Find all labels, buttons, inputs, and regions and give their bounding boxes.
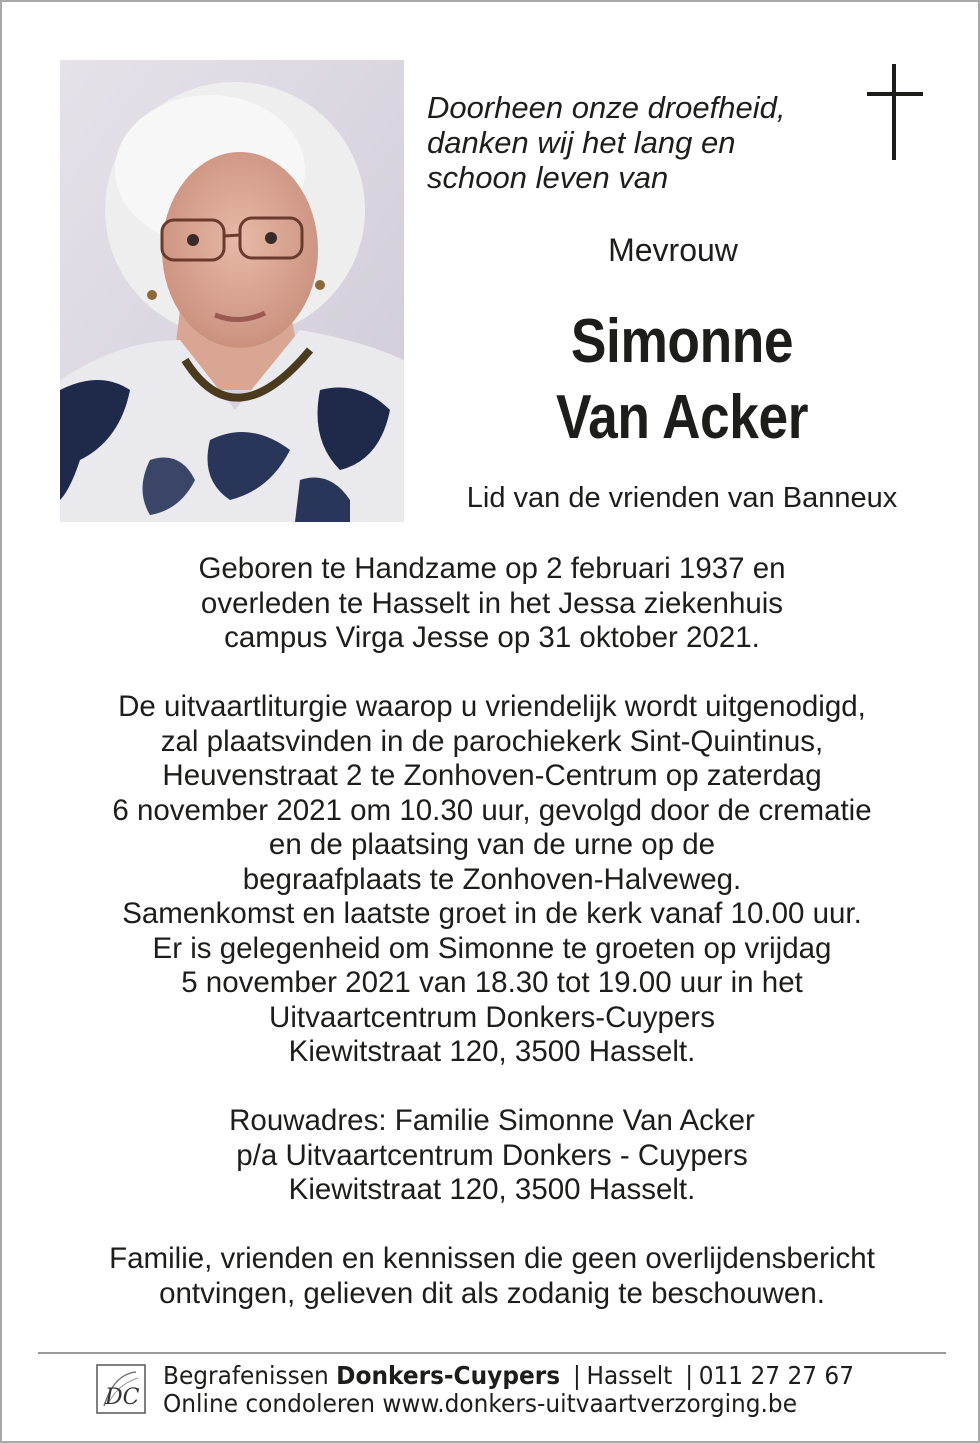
funeral-paragraph bbox=[42, 690, 942, 1070]
text-line: p/a Uitvaartcentrum Donkers - Cuypers bbox=[236, 1138, 748, 1172]
portrait-photo bbox=[60, 60, 404, 522]
text-line: De uitvaartliturgie waarop u vriendelijk wordt uitgenodigd, bbox=[118, 690, 866, 723]
intro-text bbox=[427, 90, 827, 195]
separator: | bbox=[685, 1361, 694, 1390]
footer-line-2 bbox=[163, 1390, 854, 1418]
honorific: Mevrouw bbox=[608, 232, 738, 268]
membership-line: Lid van de vrienden van Banneux bbox=[466, 482, 898, 514]
text-line: Familie, vrienden en kennissen die geen overlijdensbericht bbox=[109, 1242, 875, 1275]
text-line: zal plaatsvinden in de parochiekerk Sint-Quintinus, bbox=[160, 724, 824, 758]
obituary-body bbox=[42, 552, 942, 1311]
logo-text: DC bbox=[105, 1385, 140, 1410]
text-line: 5 november 2021 van 18.30 tot 19.00 uur in het bbox=[181, 966, 803, 999]
text-line: overleden te Hasselt in het Jessa ziekenhuis bbox=[200, 586, 784, 620]
condolence-prefix: Online condoleren bbox=[163, 1389, 375, 1418]
text-line: 6 november 2021 om 10.30 uur, gevolgd door de crematie bbox=[112, 793, 872, 827]
text-line: campus Virga Jesse op 31 oktober 2021. bbox=[224, 621, 760, 654]
portrait-image bbox=[60, 60, 404, 522]
footer-text bbox=[163, 1362, 854, 1418]
text-line: Heuvenstraat 2 te Zonhoven-Centrum op zaterdag bbox=[162, 759, 822, 792]
text-line: Samenkomst en laatste groet in de kerk vanaf 10.00 uur. bbox=[122, 897, 862, 930]
text-line: Geboren te Handzame op 2 februari 1937 en bbox=[198, 552, 786, 585]
footer-prefix: Begrafenissen bbox=[163, 1361, 329, 1390]
intro-line: schoon leven van bbox=[427, 160, 669, 195]
company-name: Donkers-Cuypers bbox=[336, 1361, 561, 1390]
text-line: en de plaatsing van de urne op de bbox=[268, 828, 716, 861]
birth-death-paragraph bbox=[42, 552, 942, 656]
text-line: Er is gelegenheid om Simonne te groeten op vrijdag bbox=[152, 931, 832, 965]
text-line: begraafplaats te Zonhoven-Halveweg. bbox=[242, 862, 742, 896]
footer-divider bbox=[38, 1352, 946, 1354]
separator: | bbox=[573, 1361, 581, 1390]
last-name: Van Acker bbox=[555, 383, 809, 452]
text-line: Rouwadres: Familie Simonne Van Acker bbox=[229, 1104, 755, 1137]
intro-line: danken wij het lang en bbox=[427, 125, 736, 160]
deceased-name bbox=[467, 304, 897, 456]
text-line: ontvingen, gelieven dit als zodanig te beschouwen. bbox=[159, 1276, 825, 1310]
dc-logo-icon bbox=[96, 1364, 146, 1414]
company-city: Hasselt bbox=[586, 1361, 673, 1390]
address-paragraph bbox=[42, 1104, 942, 1208]
footer bbox=[96, 1362, 946, 1422]
website-link[interactable]: www.donkers-uitvaartverzorging.be bbox=[382, 1389, 797, 1418]
cross-icon bbox=[864, 64, 928, 164]
first-name: Simonne bbox=[570, 307, 794, 376]
closing-paragraph bbox=[42, 1242, 942, 1311]
text-line: Kiewitstraat 120, 3500 Hasselt. bbox=[288, 1173, 696, 1206]
text-line: Kiewitstraat 120, 3500 Hasselt. bbox=[288, 1035, 696, 1068]
footer-line-1 bbox=[163, 1362, 854, 1390]
text-line: Uitvaartcentrum Donkers-Cuypers bbox=[269, 1000, 715, 1034]
intro-line: Doorheen onze droefheid, bbox=[427, 90, 786, 125]
company-phone: 011 27 27 67 bbox=[698, 1361, 855, 1390]
